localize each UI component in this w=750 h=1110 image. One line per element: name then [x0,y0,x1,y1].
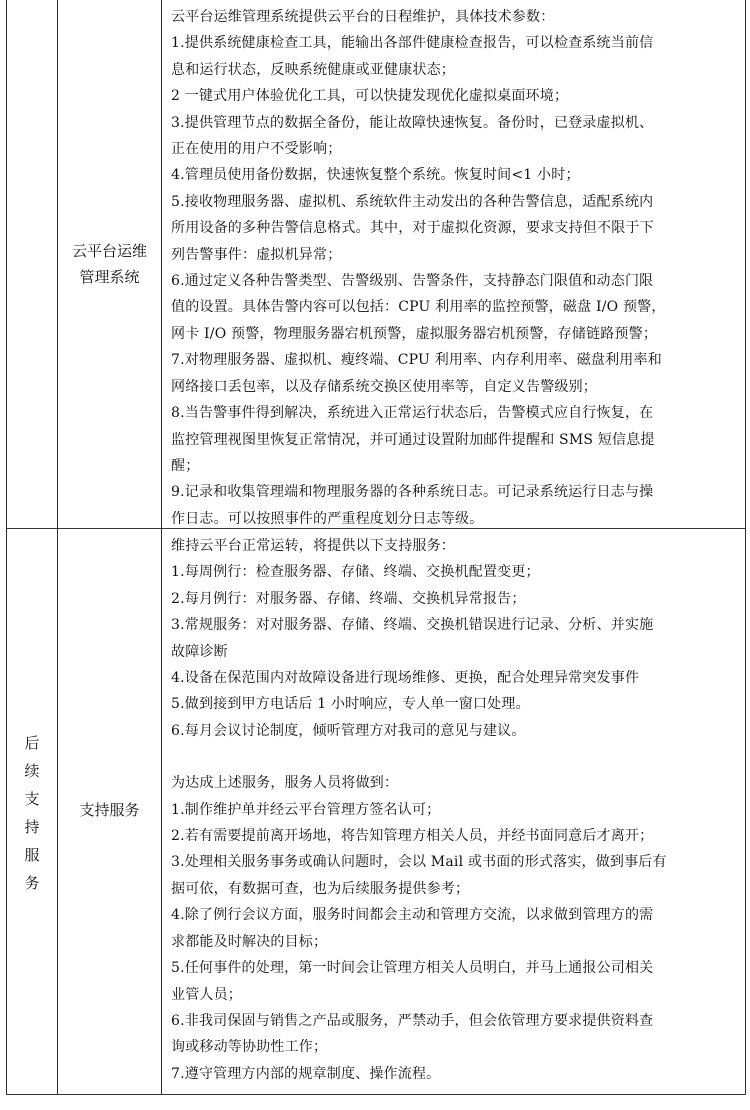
subcategory-cell [58,529,162,1094]
content-cell [163,0,745,528]
content-line: 询或移动等协助性工作； [171,1039,328,1056]
content-line: 2 一键式用户体验优化工具，可以快捷发现优化虚拟桌面环境； [171,88,569,105]
content-line: 5.接收物理服务器、虚拟机、系统软件主动发出的各种告警信息，适配系统内 [171,193,654,210]
content-line: 3.常规服务：对对服务器、存储、终端、交换机错误进行记录、分析、并实施 [171,617,654,634]
content-line: 监控管理视图里恢复正常情况，并可通过设置附加邮件提醒和 SMS 短信息提 [171,431,655,448]
content-line: 醒； [171,457,200,474]
paragraph-gap [171,744,737,770]
content-line: 3.处理相关服务事务或确认问题时，会以 Mail 或书面的形式落实，做到事后有 [171,854,667,871]
category-char: 服 [24,846,40,864]
content-line: 作日志。可以按照事件的严重程度划分日志等级。 [171,510,484,527]
content-line: 7.遵守管理方内部的规章制度、操作流程。 [171,1065,441,1082]
category-char: 持 [24,818,40,836]
content-line: 息和运行状态，反映系统健康或亚健康状态； [171,61,455,78]
content-line: 网络接口丢包率，以及存储系统交换区使用率等，自定义告警级别； [171,378,597,395]
content-line: 正在使用的用户不受影响； [171,141,342,158]
content-line: 4.设备在保范围内对故障设备进行现场维修、更换，配合处理异常突发事件 [171,670,640,687]
content-line: 为达成上述服务，服务人员将做到： [171,775,399,792]
content-line: 3.提供管理节点的数据全备份，能让故障快速恢复。备份时，已登录虚拟机、 [171,114,654,131]
content-line: 据可依，有数据可查，也为后续服务提供参考； [171,880,470,897]
content-line: 1.制作维护单并经云平台管理方签名认可； [171,801,441,818]
content-line: 网卡 I/O 预警，物理服务器宕机预警，虚拟服务器宕机预警，存储链路预警； [171,325,658,342]
content-cell [163,529,745,1094]
category-char: 务 [24,874,40,892]
category-char: 后 [24,734,40,752]
content-line: 维持云平台正常运转，将提供以下支持服务： [171,538,455,554]
content-line: 1.提供系统健康检查工具，能输出各部件健康检查报告，可以检查系统当前信 [171,35,654,52]
content-line: 2.每月例行：对服务器、存储、终端、交换机异常报告； [171,590,526,607]
subcategory-label-line-2: 管理系统 [79,268,140,286]
category-char: 支 [24,790,40,808]
spec-table [6,0,746,1095]
content-line: 1.每周例行：检查服务器、存储、终端、交换机配置变更； [171,564,540,581]
subcategory-label-line-1: 云平台运维 [71,242,147,260]
table-row-cloud-ops [7,0,745,529]
content-line: 值的设置。具体告警内容可以包括：CPU 利用率的监控预警，磁盘 I/O 预警， [171,299,666,316]
content-line: 9.记录和收集管理端和物理服务器的各种系统日志。可记录系统运行日志与操 [171,484,654,501]
content-line: 6.每月会议讨论制度，倾听管理方对我司的意见与建议。 [171,722,526,739]
content-line: 7.对物理服务器、虚拟机、瘦终端、CPU 利用率、内存利用率、磁盘利用率和 [171,352,662,369]
content-line: 6.非我司保固与销售之产品或服务，严禁动手，但会依管理方要求提供资料查 [171,1012,654,1029]
subcategory-label: 支持服务 [79,801,140,819]
content-line: 云平台运维管理系统提供云平台的日程维护，具体技术参数： [171,9,555,25]
content-line: 列告警事件：虚拟机异常； [171,246,342,263]
content-line: 4.除了例行会议方面，服务时间都会主动和管理方交流，以求做到管理方的需 [171,907,654,924]
content-line: 故障诊断 [171,643,228,660]
content-line: 5.做到接到甲方电话后 1 小时响应，专人单一窗口处理。 [171,696,530,713]
content-line: 8.当告警事件得到解决，系统进入正常运行状态后，告警模式应自行恢复，在 [171,405,654,422]
content-line: 4.管理员使用备份数据，快速恢复整个系统。恢复时间<1 小时； [171,167,580,184]
content-line: 2.若有需要提前离开场地，将告知管理方相关人员，并经书面同意后才离开； [171,828,654,845]
content-line: 所用设备的多种告警信息格式。其中，对于虚拟化资源，要求支持但不限于下 [171,220,654,237]
table-row-support-services [7,529,745,1094]
category-cell [7,529,58,1094]
content-line: 6.通过定义各种告警类型、告警级别、告警条件，支持静态门限值和动态门限 [171,273,654,290]
content-line: 业管人员； [171,986,242,1003]
content-line: 求都能及时解决的目标； [171,933,328,950]
category-cell [7,0,58,528]
content-line: 5.任何事件的处理，第一时间会让管理方相关人员明白，并马上通报公司相关 [171,960,654,977]
subcategory-cell [58,0,162,528]
category-char: 续 [24,762,40,780]
